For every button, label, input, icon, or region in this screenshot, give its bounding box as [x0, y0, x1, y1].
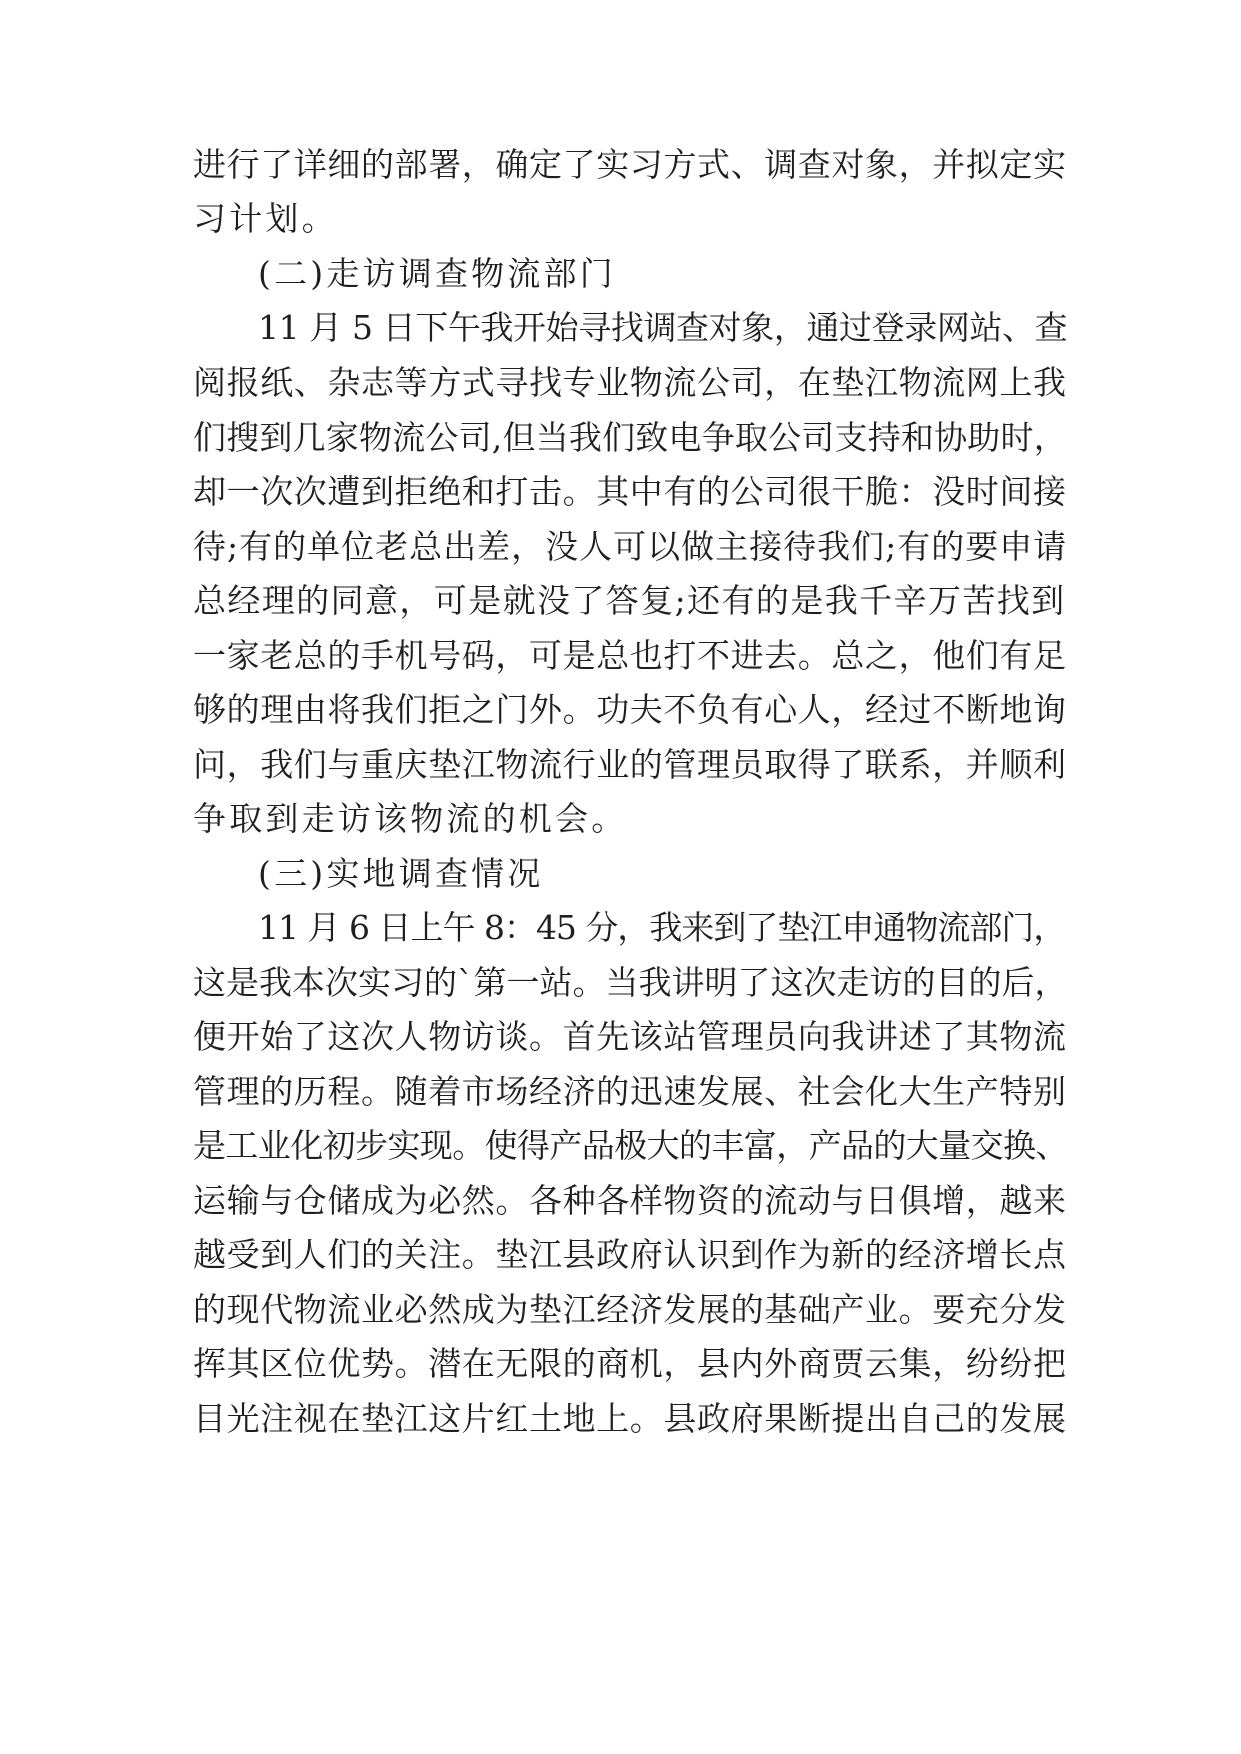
paragraph-line: 11 月 5 日下午我开始寻找调查对象，通过登录网站、查 — [258, 308, 1068, 347]
paragraph-line: 们搜到几家物流公司,但当我们致电争取公司支持和协助时， — [193, 418, 1067, 457]
paragraph-line: 这是我本次实习的`第一站。当我讲明了这次走访的目的后， — [193, 963, 1068, 1002]
paragraph-line: 问，我们与重庆垫江物流行业的管理员取得了联系，并顺利 — [193, 745, 1067, 784]
paragraph-line: 便开始了这次人物访谈。首先该站管理员向我讲述了其物流 — [193, 1017, 1067, 1056]
paragraph-line: 习计划。 — [193, 199, 338, 238]
paragraph-line: 够的理由将我们拒之门外。功夫不负有心人，经过不断地询 — [193, 690, 1067, 729]
paragraph-line: 运输与仓储成为必然。各种各样物资的流动与日俱增，越来 — [193, 1181, 1067, 1220]
paragraph-line: 阅报纸、杂志等方式寻找专业物流公司，在垫江物流网上我 — [193, 363, 1067, 402]
paragraph-line: 争取到走访该物流的机会。 — [193, 799, 628, 838]
section-heading: (二)走访调查物流部门 — [258, 254, 616, 293]
paragraph-line: 管理的历程。随着市场经济的迅速发展、社会化大生产特别 — [193, 1072, 1067, 1111]
section-heading: (三)实地调查情况 — [258, 854, 544, 893]
paragraph-line: 待;有的单位老总出差，没人可以做主接待我们;有的要申请 — [193, 527, 1068, 566]
paragraph-line: 挥其区位优势。潜在无限的商机，县内外商贾云集，纷纷把 — [193, 1344, 1067, 1383]
paragraph-line: 却一次次遭到拒绝和打击。其中有的公司很干脆：没时间接 — [193, 472, 1067, 511]
paragraph-line: 的现代物流业必然成为垫江经济发展的基础产业。要充分发 — [193, 1290, 1067, 1329]
paragraph-line: 一家老总的手机号码，可是总也打不进去。总之，他们有足 — [193, 636, 1067, 675]
paragraph-line: 进行了详细的部署，确定了实习方式、调查对象，并拟定实 — [193, 145, 1067, 184]
paragraph-line: 目光注视在垫江这片红土地上。县政府果断提出自己的发展 — [193, 1399, 1067, 1438]
paragraph-line: 越受到人们的关注。垫江县政府认识到作为新的经济增长点 — [193, 1235, 1067, 1274]
paragraph-line: 总经理的同意，可是就没了答复;还有的是我千辛万苦找到 — [193, 581, 1066, 620]
paragraph-line: 是工业化初步实现。使得产品极大的丰富，产品的大量交换、 — [193, 1126, 1068, 1165]
paragraph-line: 11 月 6 日上午 8：45 分，我来到了垫江申通物流部门， — [258, 908, 1066, 947]
